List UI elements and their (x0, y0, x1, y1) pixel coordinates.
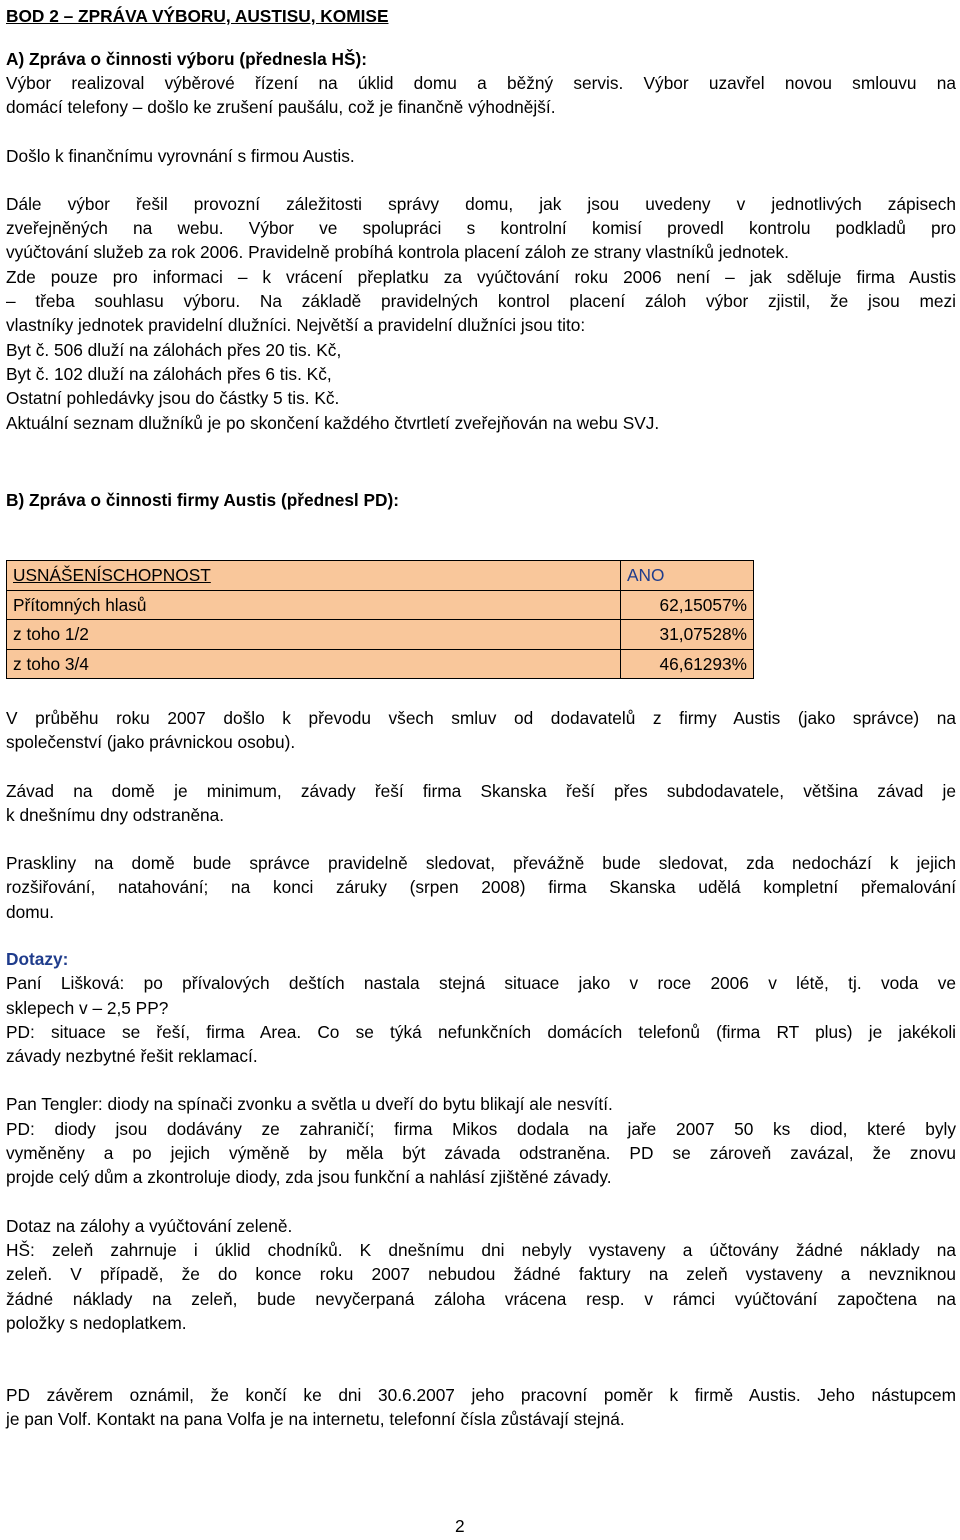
paragraph-line: rozšiřování, natahování; na konci záruky (srpen 2008) firma Skanska udělá kompletní přemalování (6, 877, 956, 898)
paragraph-line: Závad na domě je minimum, závady řeší firma Skanska řeší přes subdodavatele, většina závad je (6, 780, 956, 801)
paragraph-line: zveřejněných na webu. Výbor ve spolupráci s kontrolní komisí provedl kontrolu podkladů pro (6, 218, 956, 239)
paragraph-line: k dnešnímu dny odstraněna. (6, 804, 225, 825)
paragraph-line: Praskliny na domě bude správce pravidelně sledovat, převážně bude sledovat, zda nedochází k jejich (6, 853, 956, 874)
questions-heading: Dotazy: (6, 949, 69, 969)
paragraph-line: Dotaz na zálohy a vyúčtování zeleně. (6, 1215, 293, 1236)
paragraph-line: projde celý dům a zkontroluje diody, zda jsou funkční a nahlásí zjištěné závady. (6, 1167, 612, 1188)
table-cell-label: z toho 3/4 (7, 649, 621, 679)
paragraph-line: PD: diody jsou dodávány ze zahraničí; firma Mikos dodala na jaře 2007 50 ks diod, které byly (6, 1118, 956, 1139)
debtor-line: Ostatní pohledávky jsou do částky 5 tis. Kč. (6, 388, 340, 409)
questions-section (6, 947, 956, 1432)
paragraph-line: sklepech v – 2,5 PP? (6, 997, 169, 1018)
paragraph-line: je pan Volf. Kontakt na pana Volfa je na internetu, telefonní čísla zůstávají stejná. (6, 1409, 625, 1430)
section-a-body (6, 71, 956, 435)
quorum-value: ANO (621, 561, 754, 591)
table-row (7, 649, 754, 679)
page-number: 2 (455, 1516, 465, 1536)
paragraph-line: Výbor realizoval výběrové řízení na úklid domu a běžný servis. Výbor uzavřel novou smlouvu na (6, 73, 956, 93)
paragraph-line: zeleň. V případě, že do konce roku 2007 nebudou žádné faktury na zeleň vystaveny a nevzniknou (6, 1264, 956, 1285)
paragraph-line: vlastníky jednotek pravidelní dlužníci. Největší a pravidelní dlužníci jsou tito: (6, 315, 586, 336)
paragraph-line: vyměněny a po jejich výměně by měla být závada odstraněna. PD se zároveň zavázal, že znovu (6, 1143, 956, 1164)
paragraph-line: V průběhu roku 2007 došlo k převodu všech smluv od dodavatelů z firmy Austis (jako správce) na (6, 708, 956, 728)
table-cell-value: 31,07528% (621, 620, 754, 650)
paragraph-line: Zde pouze pro informaci – k vrácení přeplatku za vyúčtování roku 2006 není – jak sděluje firma Austis (6, 266, 956, 287)
paragraph-line: vyúčtování služeb za rok 2006. Pravidelně probíhá kontrola placení záloh ze strany vlastníků jednotek. (6, 242, 789, 263)
paragraph-line: společenství (jako právnickou osobu). (6, 732, 296, 753)
paragraph-line: HŠ: zeleň zahrnuje i úklid chodníků. K dnešnímu dni nebyly vystaveny a účtovány žádné náklady na (6, 1239, 956, 1260)
paragraph-line: domácí telefony – došlo ke zrušení paušálu, což je finančně výhodnější. (6, 97, 556, 118)
document-title: BOD 2 – ZPRÁVA VÝBORU, AUSTISU, KOMISE (6, 6, 389, 26)
quorum-label: USNÁŠENÍSCHOPNOST (7, 561, 621, 591)
section-a-heading: A) Zpráva o činnosti výboru (přednesla HŠ): (6, 49, 368, 69)
paragraph-line: Dále výbor řešil provozní záležitosti správy domu, jak jsou uvedeny v jednotlivých zápisech (6, 193, 956, 214)
table-row (7, 620, 754, 650)
table-cell-label: Přítomných hlasů (7, 590, 621, 620)
section-b-heading: B) Zpráva o činnosti firmy Austis (přednesl PD): (6, 490, 400, 510)
table-cell-value: 46,61293% (621, 649, 754, 679)
debtor-line: Byt č. 102 dluží na zálohách přes 6 tis. Kč, (6, 363, 332, 384)
paragraph-line: – třeba souhlasu výboru. Na základě pravidelných kontrol placení záloh výbor zjistil, že jsou mezi (6, 291, 956, 312)
paragraph-line: PD závěrem oznámil, že končí ke dni 30.6.2007 jeho pracovní poměr k firmě Austis. Jeho nástupcem (6, 1385, 956, 1406)
paragraph-line: Paní Lišková: po přívalových deštích nastala stejná situace jako v roce 2006 v létě, tj. voda ve (6, 973, 956, 994)
table-cell-value: 62,15057% (621, 590, 754, 620)
paragraph-line: Aktuální seznam dlužníků je po skončení každého čtvrtletí zveřejňován na webu SVJ. (6, 412, 660, 433)
paragraph-line: položky s nedoplatkem. (6, 1312, 187, 1333)
table-row (7, 590, 754, 620)
paragraph-line: PD: situace se řeší, firma Area. Co se týká nefunkčních domácích telefonů (firma RT plus) je jakékoli (6, 1021, 956, 1042)
table-row (7, 561, 754, 591)
debtor-line: Byt č. 506 dluží na zálohách přes 20 tis. Kč, (6, 339, 342, 360)
section-b-body (6, 706, 956, 924)
vote-table (6, 560, 754, 679)
paragraph-line: Pan Tengler: diody na spínači zvonku a světla u dveří do bytu blikají ale nesvítí. (6, 1094, 613, 1115)
paragraph-line: závady nezbytné řešit reklamací. (6, 1046, 258, 1067)
table-cell-label: z toho 1/2 (7, 620, 621, 650)
paragraph-line: Došlo k finančnímu vyrovnání s firmou Austis. (6, 145, 355, 166)
paragraph-line: domu. (6, 901, 55, 922)
paragraph-line: žádné náklady na zeleň, bude nevyčerpaná záloha vrácena resp. v rámci vyúčtování započtena na (6, 1288, 956, 1309)
